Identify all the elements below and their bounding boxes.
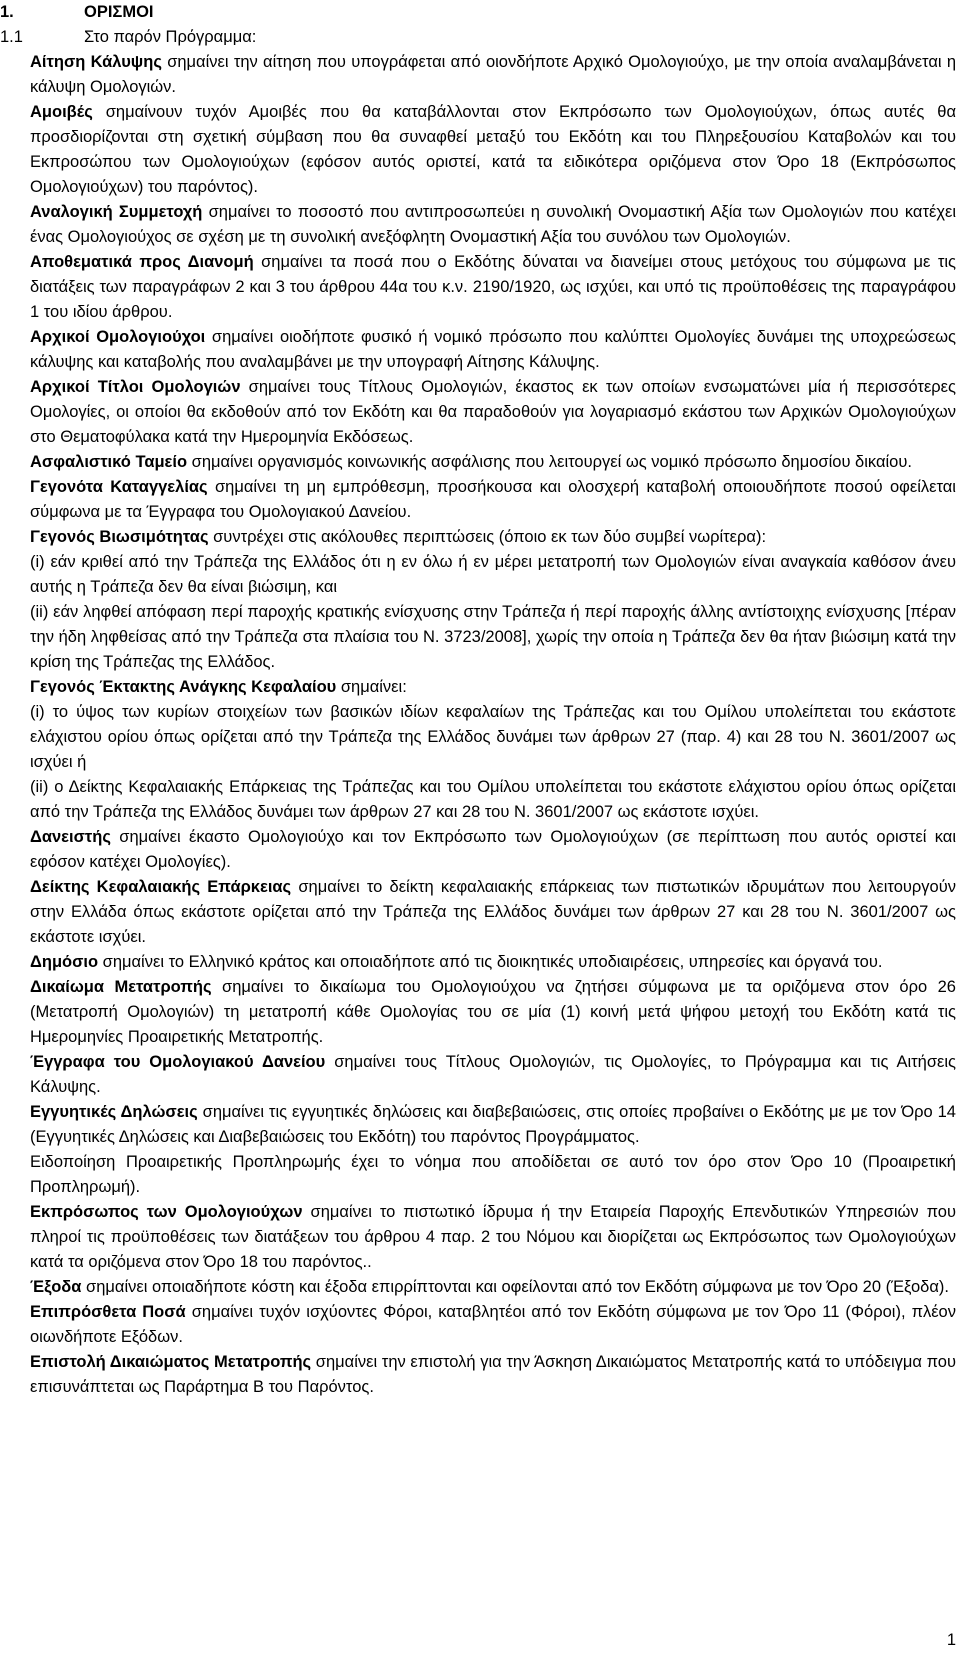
definition-item [30, 100, 956, 200]
definition-text: (ii) ο Δείκτης Κεφαλαιακής Επάρκειας της Τράπεζας και του Ομίλου υπολείπεται του εκάστοτε ελάχιστου ορίου όπως ορίζεται από την Τράπεζα της Ελλάδος δυνάμει των άρθρων 27 και 28 του Ν. 3601/2007 ως εκάστοτε ισχύει. [30, 778, 956, 821]
definition-text: σημαίνει τις εγγυητικές δηλώσεις και διαβεβαιώσεις, στις οποίες προβαίνει ο Εκδότης με με τον Όρο 14 (Εγγυητικές Δηλώσεις και Διαβεβαιώσεις του Εκδότη) του παρόντος Προγράμματος. [30, 1103, 956, 1146]
definition-item [30, 1300, 956, 1350]
definition-item [30, 600, 956, 675]
subsection-number: 1.1 [0, 28, 23, 46]
definition-item [30, 1100, 956, 1150]
definition-term: Γεγονός Βιωσιμότητας [30, 528, 209, 546]
definition-item [30, 1050, 956, 1100]
definition-item [30, 1350, 956, 1400]
definition-term: Δανειστής [30, 828, 111, 846]
definition-text: σημαίνει τη μη εμπρόθεσμη, προσήκουσα και ολοσχερή καταβολή οποιουδήποτε ποσού οφείλεται σύμφωνα με τα Έγγραφα του Ομολογιακού Δανείου. [30, 478, 956, 521]
definition-term: Ασφαλιστικό Ταμείο [30, 453, 188, 471]
definition-text: σημαίνει οργανισμός κοινωνικής ασφάλισης που λειτουργεί ως νομικό πρόσωπο δημοσίου δικαίου. [187, 453, 912, 471]
definition-item [30, 475, 956, 525]
definition-text: σημαίνει τους Τίτλους Ομολογιών, τις Ομολογίες, το Πρόγραμμα και τις Αιτήσεις Κάλυψης. [30, 1053, 957, 1096]
definition-text: σημαίνει το δείκτη κεφαλαιακής επάρκειας των πιστωτικών ιδρυμάτων που λειτουργούν στην Ελλάδα όπως εκάστοτε ορίζεται από την Τράπεζα της Ελλάδος δυνάμει των άρθρων 27 και 28 του Ν. 3601/2007 ως εκάστοτε ισχύει. [30, 878, 957, 946]
definition-item [30, 825, 956, 875]
section-number: 1. [0, 3, 14, 21]
definition-term: Επιστολή Δικαιώματος Μετατροπής [30, 1353, 312, 1371]
section-heading [0, 0, 154, 25]
definition-text: σημαίνει το Ελληνικό κράτος και οποιαδήποτε από τις διοικητικές υποδιαιρέσεις, υπηρεσίες και όργανά του. [98, 953, 883, 971]
definition-text: σημαίνει την αίτηση που υπογράφεται από οιονδήποτε Αρχικό Ομολογιούχο, με την οποία αναλαμβάνεται η κάλυψη Ομολογιών. [30, 53, 956, 96]
definition-text: Ειδοποίηση Προαιρετικής Προπληρωμής έχει το νόημα που αποδίδεται σε αυτό τον όρο στον Όρο 10 (Προαιρετική Προπληρωμή). [30, 1153, 956, 1196]
definition-text: σημαίνουν τυχόν Αμοιβές που θα καταβάλλονται στον Εκπρόσωπο των Ομολογιούχων, όπως αυτές θα προσδιορίζονται στη σχετική σύμβαση που θα συναφθεί μεταξύ του Εκδότη και του Πληρεξουσίου Καταβολών και του Εκπροσώπου των Ομολογιούχων (εφόσον αυτός οριστεί, κατά τα ειδικότερα οριζόμενα στον Όρο 18 (Εκπρόσωπος Ομολογιούχων) του παρόντος). [30, 103, 956, 196]
definition-item [30, 1200, 956, 1275]
definition-term: Εκπρόσωπος των Ομολογιούχων [30, 1203, 303, 1221]
definition-text: (i) το ύψος των κυρίων στοιχείων των βασικών ιδίων κεφαλαίων της Τράπεζας και του Ομίλου υπολείπεται του εκάστοτε ελάχιστου ορίου όπως ορίζεται από την Τράπεζα της Ελλάδος δυνάμει των άρθρων 27 (παρ. 4) και 28 του Ν. 3601/2007 ως ισχύει ή [30, 703, 956, 771]
definition-term: Γεγονός Έκτακτης Ανάγκης Κεφαλαίου [30, 678, 337, 696]
definition-text: σημαίνει την επιστολή για την Άσκηση Δικαιώματος Μετατροπής κατά το υπόδειγμα που επισυνάπτεται ως Παράρτημα Β του Παρόντος. [30, 1353, 956, 1396]
definition-text: σημαίνει το ποσοστό που αντιπροσωπεύει η συνολική Ονομαστική Αξία των Ομολογιών που κατέχει ένας Ομολογιούχος σε σχέση με τη συνολική ανεξόφλητη Ονομαστική Αξία του συνόλου των Ομολογιών. [30, 203, 956, 246]
definition-term: Δημόσιο [30, 953, 99, 971]
definition-term: Έγγραφα του Ομολογιακού Δανείου [30, 1053, 326, 1071]
definition-term: Δικαίωμα Μετατροπής [30, 978, 212, 996]
definition-term: Γεγονότα Καταγγελίας [30, 478, 208, 496]
subsection-heading [0, 25, 256, 50]
definition-item [30, 325, 956, 375]
page-number: 1 [946, 1631, 956, 1649]
definition-item [30, 525, 956, 550]
definition-text: σημαίνει έκαστο Ομολογιούχο και τον Εκπρόσωπο των Ομολογιούχων (σε περίπτωση που αυτός οριστεί και εφόσον κατέχει Ομολογίες). [30, 828, 956, 871]
definition-term: Αρχικοί Τίτλοι Ομολογιών [30, 378, 241, 396]
definitions-list [30, 50, 956, 1400]
definition-item [30, 875, 956, 950]
definition-text: (ii) εάν ληφθεί απόφαση περί παροχής κρατικής ενίσχυσης στην Τράπεζα ή περί παροχής άλλης αντίστοιχης ενίσχυσης [πέραν την ήδη ληφθείσας από την Τράπεζα στα πλαίσια του Ν. 3723/2008], χωρίς την οποία η Τράπεζα δεν θα ήταν βιώσιμη κατά την κρίση της Τράπεζας της Ελλάδος. [30, 603, 956, 671]
definition-term: Αμοιβές [30, 103, 93, 121]
definition-text: σημαίνει το πιστωτικό ίδρυμα ή την Εταιρεία Παροχής Επενδυτικών Υπηρεσιών που πληροί τις προϋποθέσεις των διατάξεων του άρθρου 4 παρ. 2 του Νόμου και διορίζεται ως Εκπρόσωπος των Ομολογιούχων κατά τα οριζόμενα στον Όρο 18 του παρόντος.. [30, 1203, 956, 1271]
definition-item [30, 950, 956, 975]
definition-text: σημαίνει τα ποσά που ο Εκδότης δύναται να διανείμει στους μετόχους του σύμφωνα με τις διατάξεις των παραγράφων 2 και 3 του άρθρου 44α του κ.ν. 2190/1920, ως ισχύει, και υπό τις προϋποθέσεις της παραγράφου 1 του ιδίου άρθρου. [30, 253, 956, 321]
definition-item [30, 50, 956, 100]
definition-item [30, 250, 956, 325]
definition-item [30, 1275, 956, 1300]
definition-item [30, 975, 956, 1050]
definition-item [30, 550, 956, 600]
definition-term: Αίτηση Κάλυψης [30, 53, 162, 71]
definition-text: σημαίνει οιοδήποτε φυσικό ή νομικό πρόσωπο που καλύπτει Ομολογίες δυνάμει της υποχρεώσεως κάλυψης και καταβολής που αναλαμβάνει με την υπογραφή Αίτησης Κάλυψης. [30, 328, 956, 371]
definition-term: Αναλογική Συμμετοχή [30, 203, 203, 221]
definition-text: σημαίνει οποιαδήποτε κόστη και έξοδα επιρρίπτονται και οφείλονται από τον Εκδότη σύμφωνα με τον Όρο 20 (Έξοδα). [81, 1278, 949, 1296]
definition-item [30, 1150, 956, 1200]
definition-term: Εγγυητικές Δηλώσεις [30, 1103, 198, 1121]
definition-text: (i) εάν κριθεί από την Τράπεζα της Ελλάδος ότι η εν όλω ή εν μέρει μετατροπή των Ομολογιών είναι αναγκαία καθόσον άνευ αυτής η Τράπεζα δεν θα είναι βιώσιμη, και [30, 553, 956, 596]
definition-item [30, 675, 956, 700]
definition-text: σημαίνει: [336, 678, 407, 696]
definition-term: Έξοδα [30, 1278, 82, 1296]
definition-item [30, 200, 956, 250]
definition-term: Επιπρόσθετα Ποσά [30, 1303, 186, 1321]
definition-term: Αρχικοί Ομολογιούχοι [30, 328, 206, 346]
definition-item [30, 775, 956, 825]
definition-text: σημαίνει τους Τίτλους Ομολογιών, έκαστος εκ των οποίων ενσωματώνει μία ή περισσότερες Ομολογίες, οι οποίοι θα εκδοθούν από τον Εκδότη και θα παραδοθούν για λογαριασμό εκάστου των Αρχικών Ομολογιούχων στο Θεματοφύλακα κατά την Ημερομηνία Εκδόσεως. [30, 378, 956, 446]
definition-text: σημαίνει τυχόν ισχύοντες Φόροι, καταβλητέοι από τον Εκδότη σύμφωνα με τον Όρο 11 (Φόροι), πλέον οιωνδήποτε Εξόδων. [30, 1303, 956, 1346]
subsection-text: Στο παρόν Πρόγραμμα: [84, 28, 257, 46]
definition-term: Δείκτης Κεφαλαιακής Επάρκειας [30, 878, 292, 896]
definition-item [30, 700, 956, 775]
definition-text: σημαίνει το δικαίωμα του Ομολογιούχου να ζητήσει σύμφωνα με τα οριζόμενα στον όρο 26 (Μετατροπή Ομολογιών) τη μετατροπή κάθε Ομολογίας του σε μία (1) κοινή μετά ψήφου μετοχή του Εκδότη κατά τις Ημερομηνίες Προαιρετικής Μετατροπής. [30, 978, 956, 1046]
definition-item [30, 375, 956, 450]
definition-item [30, 450, 956, 475]
definition-text: συντρέχει στις ακόλουθες περιπτώσεις (όποιο εκ των δύο συμβεί νωρίτερα): [208, 528, 767, 546]
section-title: ΟΡΙΣΜΟΙ [84, 3, 154, 21]
definition-term: Αποθεματικά προς Διανομή [30, 253, 254, 271]
